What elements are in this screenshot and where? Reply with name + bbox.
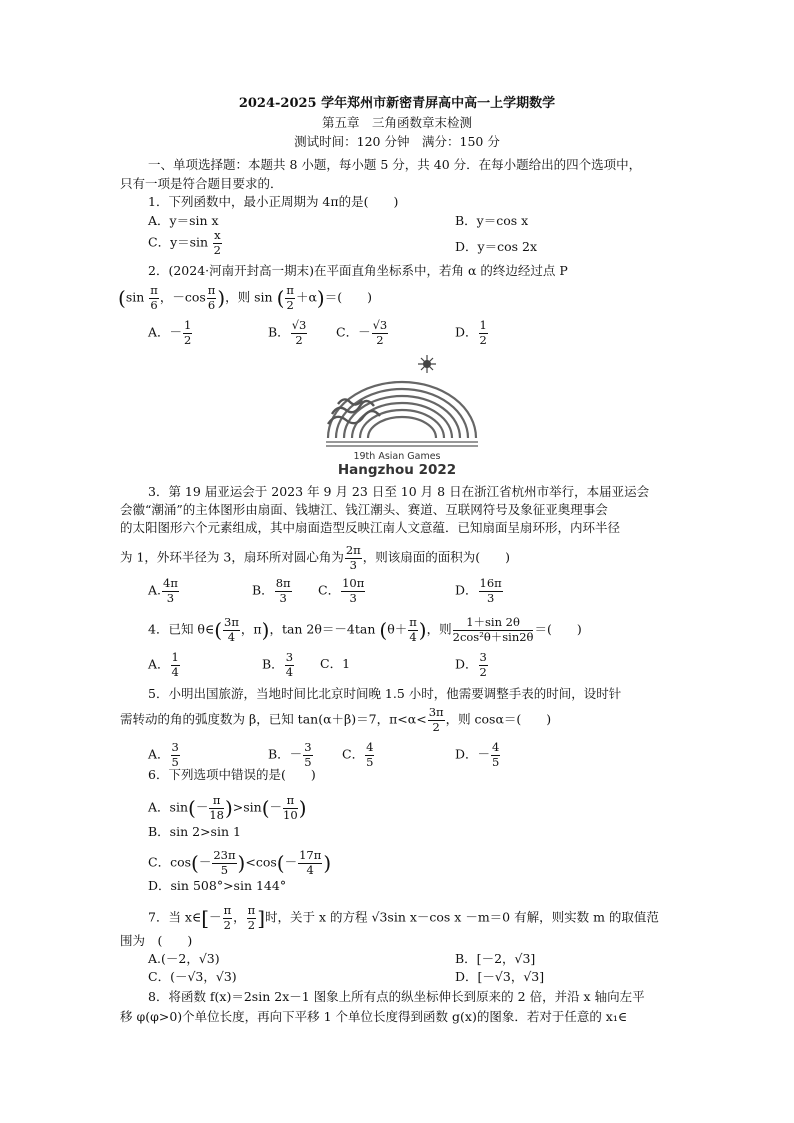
paren-open: ( [276,286,285,310]
q4-part-b: ，π [240,621,262,637]
q6-c-minus1: － [198,854,212,870]
q3-option-b [252,578,293,604]
paren-close: ) [316,286,325,310]
q3-option-c [318,578,366,604]
paren-open: ( [188,796,196,820]
paren-open: ( [276,851,285,875]
q1-option-c [148,230,223,256]
q2-d-den: 2 [479,332,487,347]
q4-frac1-den: 4 [227,629,236,644]
q4-option-a [148,652,181,678]
q2-option-a [148,320,193,346]
q4-part-e: θ＋ [387,621,408,637]
q4-b-den: 4 [285,664,294,679]
q2-equals: ＝( ) [324,289,372,305]
q4-a-prefix: A． [148,656,170,672]
q5-d-prefix: D．－ [455,746,491,762]
q5-a-den: 5 [171,754,179,769]
q6-c-den2: 4 [306,862,314,877]
q7-option-a: A.(－2，√3) [148,951,220,966]
q7-stem-line2: 围为 ( ) [120,933,193,948]
q5-a-num: 3 [171,740,179,754]
q2-d-prefix: D． [455,324,478,340]
q2-plus-alpha: ＋α [295,289,317,305]
exam-title: 2024-2025 学年郑州市新密青屏高中高一上学期数学 [238,96,556,111]
q4-part-f: ，则 [426,621,452,637]
q2-frac1 [149,285,159,311]
q3-angle-frac [345,545,362,571]
q1-c-num: x [214,228,221,242]
q5-frac-den: 2 [432,719,440,734]
q2-stem-line2 [118,285,372,311]
q6-a-num1: π [209,795,224,809]
q4-frac2 [408,617,418,643]
q2-c-prefix: C．－ [336,324,371,340]
q3-line4 [120,545,510,571]
bracket-close: ] [257,906,266,930]
q6-c-frac2 [298,850,322,876]
q5-frac [428,707,445,733]
q6-a-sin: A．sin [148,799,188,815]
q3-d-prefix: D． [455,582,478,598]
q3-b-frac [275,578,292,604]
q5-frac-num: 3π [428,705,444,719]
q4-stem [148,617,582,643]
q2-frac3 [285,285,295,311]
q6-option-c [148,850,331,876]
q4-part-a: 4．已知 θ∈ [148,621,215,637]
q5-option-d [455,742,501,768]
q6-a-mid: >sin [232,799,262,815]
q8-line1: 8．将函数 f(x)＝2sin 2x－1 图象上所有点的纵坐标伸长到原来的 2 倍，并沿 x 轴向左平 [148,989,645,1004]
q3-c-frac [341,578,365,604]
q4-frac1 [223,617,240,643]
bracket-open: [ [201,906,210,930]
q3-b-den: 3 [279,590,287,605]
q7-frac2 [247,905,257,931]
q4-d-frac [479,652,488,678]
q7-frac1-num: π [223,903,232,917]
q1-option-b: B．y＝cos x [455,213,529,228]
q3-c-num: 10π [342,576,365,590]
q5-b-frac [303,742,312,768]
logo-caption-1: 19th Asian Games [353,451,441,462]
q2-frac1-num: π [150,283,158,297]
q8-line2: 移 φ(φ>0)个单位长度，再向下平移 1 个单位长度得到函数 g(x)的图象．若对于任意的 x₁∈ [120,1009,628,1024]
section-intro-line1: 一、单项选择题：本题共 8 小题，每小题 5 分，共 40 分．在每小题给出的四个选项中， [148,157,642,172]
q4-d-prefix: D． [455,656,478,672]
q6-a-minus2: － [269,799,283,815]
paren-open: ( [191,851,199,875]
q6-c-frac1 [212,850,236,876]
q7-frac1 [223,905,233,931]
q4-b-prefix: B． [262,656,284,672]
q1-c-fraction [213,230,222,256]
q5-b-prefix: B．－ [268,746,303,762]
q1-option-a: A．y＝sin x [148,213,219,228]
sun-icon [418,355,436,373]
q7-frac2-den: 2 [247,917,256,932]
q2-frac1-den: 6 [150,297,158,312]
paren-open: ( [214,618,223,642]
q5-c-den: 5 [366,754,374,769]
q5-line2-pre: 需转动的角的弧度数为 β，已知 tan(α＋β)＝7，π<α< [120,711,427,727]
q2-c-frac [372,320,389,346]
q5-line2-post: ，则 cosα＝( ) [445,711,552,727]
q5-line2 [120,707,551,733]
q2-frac2-num: π [207,283,216,297]
q4-part-g: ＝( ) [534,621,582,637]
q7-option-b: B．[－2，√3] [455,951,536,966]
q6-a-frac2 [283,795,298,821]
q3-line2: 会徽“潮涌”的主体图形由扇面、钱塘江、钱江潮头、赛道、互联网符号及象征亚奥理事会 [120,502,608,517]
paren-close: ) [237,851,246,875]
q3-line1: 3．第 19 届亚运会于 2023 年 9 月 23 日至 10 月 8 日在浙江省杭州市举行，本届亚运会 [148,484,650,499]
q3-angle-den: 3 [349,557,357,572]
q6-option-a [148,795,307,821]
q6-a-minus1: － [195,799,209,815]
q5-c-frac [365,742,374,768]
paren-close: ) [418,618,427,642]
q4-a-num: 1 [171,650,179,664]
q1-stem: 1．下列函数中，最小正周期为 4π的是( ) [148,194,399,209]
q6-a-frac1 [209,795,224,821]
q4-b-num: 3 [285,650,294,664]
q6-c-den1: 5 [220,862,229,877]
chapter-subtitle: 第五章 三角函数章末检测 [321,115,472,130]
paren-open: ( [118,286,126,310]
q3-line4-pre: 为 1，外环半径为 3，扇环所对圆心角为 [120,549,344,565]
q1-c-den: 2 [213,242,221,257]
q4-frac3 [453,617,534,643]
q2-then: ，则 sin [225,289,273,305]
paren-close: ) [224,796,233,820]
q7-part-c: 时，关于 x 的方程 √3sin x－cos x －m＝0 有解，则实数 m 的取值范 [265,909,659,925]
q4-option-c: C．1 [320,656,351,671]
q7-minus: － [209,909,222,925]
q5-line1: 5．小明出国旅游，当地时间比北京时间晚 1.5 小时，他需要调整手表的时间，设时针 [148,686,622,701]
logo-caption-2: Hangzhou 2022 [337,462,457,478]
q6-a-den2: 10 [283,807,298,822]
q2-option-d [455,320,489,346]
q6-c-num2: 17π [299,848,322,862]
q4-frac3-num: 1＋sin 2θ [453,617,534,631]
q2-d-frac [479,320,488,346]
q2-sin: sin [125,289,145,305]
paren-open: ( [261,796,270,820]
q6-c-minus2: － [284,854,298,870]
fan-arcs-icon [328,382,476,438]
paren-close: ) [261,618,270,642]
q3-a-den: 3 [166,590,175,605]
q7-comma: ， [233,909,246,925]
q4-frac3-den: 2cos²θ＋sin2θ [452,629,534,644]
paren-close: ) [298,796,307,820]
q1-c-prefix: C．y＝sin [148,234,209,250]
q2-b-frac [291,320,308,346]
q7-frac2-num: π [247,903,256,917]
q4-option-b [262,652,295,678]
q6-option-d: D．sin 508°>sin 144° [148,878,287,893]
q6-c-mid: <cos [245,854,277,870]
q5-c-prefix: C． [342,746,365,762]
q3-line3: 的太阳图形六个元素组成，其中扇面造型反映江南人文意蕴．已知扇面呈扇环形，内环半径 [120,520,621,535]
q5-d-den: 5 [492,754,500,769]
q4-option-d [455,652,489,678]
paren-close: ) [323,851,332,875]
q4-part-c: ，tan 2θ＝－4tan [269,621,376,637]
q4-d-num: 3 [479,650,487,664]
q2-frac2 [207,285,217,311]
q2-frac3-num: π [286,283,294,297]
q3-a-num: 4π [163,576,178,590]
q2-option-c [336,320,389,346]
q2-d-num: 1 [479,318,487,332]
q2-frac3-den: 2 [286,297,294,312]
q3-d-num: 16π [479,576,502,590]
q6-c-num1: 23π [213,848,236,862]
q7-option-c: C．(－√3，√3) [148,969,237,984]
q3-angle-num: 2π [345,543,361,557]
q7-option-d: D．[－√3，√3] [455,969,545,984]
q2-c-num: √3 [372,318,388,332]
q2-c-den: 2 [376,332,384,347]
q5-option-a [148,742,181,768]
q2-option-b [268,320,308,346]
q4-a-frac [171,652,180,678]
q3-d-den: 3 [486,590,495,605]
q4-a-den: 4 [171,664,179,679]
paren-open: ( [379,618,388,642]
q1-option-d: D．y＝cos 2x [455,239,538,254]
q5-d-num: 4 [492,740,500,754]
q2-a-frac [183,320,192,346]
q7-frac1-den: 2 [223,917,231,932]
q5-b-num: 3 [304,740,312,754]
q3-a-frac [162,578,179,604]
q2-a-num: 1 [184,318,192,332]
q3-a-prefix: A. [148,582,162,598]
q4-frac1-num: 3π [224,615,239,629]
q2-b-prefix: B． [268,324,290,340]
q5-d-frac [491,742,500,768]
q5-a-prefix: A． [148,746,170,762]
paren-close: ) [217,286,226,310]
q5-b-den: 5 [304,754,312,769]
q2-a-den: 2 [184,332,192,347]
q5-option-c [342,742,375,768]
q5-c-num: 4 [366,740,374,754]
q4-frac2-num: π [409,615,417,629]
q6-stem: 6．下列选项中错误的是( ) [148,767,316,782]
q6-c-cos: C．cos [148,854,192,870]
q2-a-prefix: A．－ [148,324,183,340]
q4-frac2-den: 4 [409,629,417,644]
q3-d-frac [479,578,503,604]
q6-a-num2: π [283,795,298,809]
q2-frac2-den: 6 [207,297,216,312]
q4-d-den: 2 [479,664,487,679]
q3-line4-post: ，则该扇面的面积为( ) [362,549,510,565]
q4-b-frac [285,652,294,678]
q5-a-frac [171,742,180,768]
section-intro-line2: 只有一项是符合题目要求的． [120,176,283,191]
q3-b-num: 8π [275,576,291,590]
q5-option-b [268,742,314,768]
track-lines-icon [326,442,478,446]
q2-b-den: 2 [295,332,303,347]
test-info: 测试时间：120 分钟 满分：150 分 [294,134,500,149]
q6-a-den1: 18 [209,807,224,822]
q3-c-den: 3 [349,590,357,605]
q3-option-d [455,578,504,604]
q3-option-a [148,578,180,604]
q2-stem-line1: 2．(2024·河南开封高一期末)在平面直角坐标系中，若角 α 的终边经过点 P [148,263,568,278]
q7-part-a: 7．当 x∈ [148,909,202,925]
q7-stem-line1 [148,905,659,931]
q2-b-num: √3 [291,318,307,332]
q6-option-b: B．sin 2>sin 1 [148,824,241,839]
q3-b-prefix: B． [252,582,274,598]
q2-cos: ，－cos [159,289,206,305]
q3-c-prefix: C． [318,582,341,598]
